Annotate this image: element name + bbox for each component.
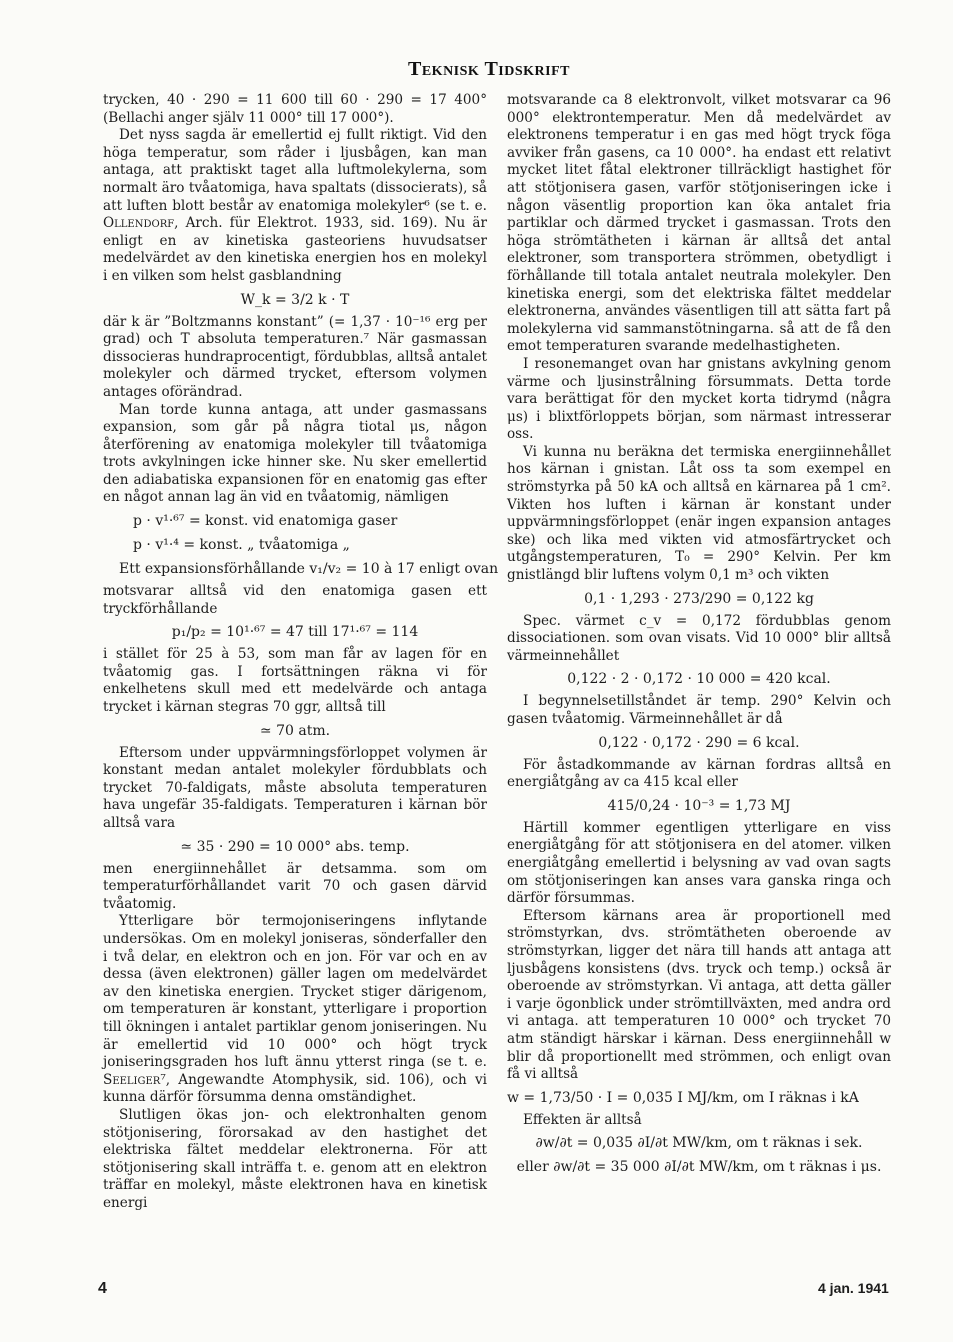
right-column — [507, 92, 891, 1181]
paragraph: Spec. värmet c_v = 0,172 fördubblas genom dissociationen. som ovan visats. Vid 10 000° blir alltså värmeinnehållet — [507, 612, 891, 664]
paragraph: För åstadkommande av kärnan fordras alltså en energiåtgång av ca 415 kcal eller — [507, 756, 891, 791]
page-number: 4 — [98, 1280, 107, 1297]
equation: eller ∂w/∂t = 35 000 ∂I/∂t MW/km, om t räknas i μs. — [516, 1159, 882, 1176]
equation: ≃ 35 · 290 = 10 000° abs. temp. — [180, 838, 410, 855]
paragraph: Ytterligare bör termojoniseringens inflytande undersökas. Om en molekyl joniseras, sönderfaller den i två delar, en elektron och en jon. För var och en av dessa (även elektronen) gäller lagen om medelvärdet av den kinetiska energien. Trycket stiger därigenom, om temperaturen är konstant, ytterligare i proportion till ökningen i antalet partiklar genom joniseringen. Nu är emellertid vid 10 000° och högt tryck joniseringsgraden hos luft ännu ytterst ringa (se t. e. Seeliger⁷, Angewandte Atomphysik, sid. 106), och vi kunna därför försumma denna omständighet. — [103, 913, 487, 1106]
paragraph: I begynnelsetillståndet är temp. 290° Kelvin och gasen tvåatomig. Värmeinnehållet är då — [507, 693, 891, 727]
paragraph: men energiinnehållet är detsamma. som om temperaturförhållandet varit 70 och gasen därvid tvåatomig. — [103, 860, 487, 912]
equation: ≃ 70 atm. — [259, 722, 331, 739]
equation: Ett expansionsförhållande v₁/v₂ = 10 à 17 enligt ovan — [119, 561, 499, 578]
paragraph: Vi kunna nu beräkna det termiska energiinnehållet hos kärnan i gnistan. Låt oss ta som exempel en strömstyrka på 50 kA och alltså en kärnarea på 1 cm². Vikten hos luften i kärnan är konstant under uppvärmningsförloppet (enär ingen expansion antages ske) och lika med vikten vid atmosfärtrycket och utgångstemperaturen, T₀ = 290° Kelvin. Per km gnistlängd blir luftens volym 0,1 m³ och vikten — [507, 443, 891, 584]
author-name: Seeliger — [103, 1071, 161, 1088]
paragraph: i stället för 25 à 53, som man får av lagen för en tvåatomig gas. I fortsättningen räkna vi för enkelhetens skull med ett medelvärde och antaga trycket i kärnan stegras 70 ggr, alltså till — [103, 646, 487, 716]
equation: 415/0,24 · 10⁻³ = 1,73 MJ — [607, 797, 791, 814]
equation: 0,1 · 1,293 · 273/290 = 0,122 kg — [584, 590, 814, 607]
paragraph: Det nyss sagda är emellertid ej fullt riktigt. Vid den höga temperatur, som råder i ljusbågen, kan man antaga, att praktiskt taget alla luftmolekylerna, som normalt äro tvåatomiga, hava spaltats (dissocierats), så att luften blott består av enatomiga molekyler⁶ (se t. e. Ollendorf, Arch. für Elektrot. 1933, sid. 169). Nu är enligt en av kinetiska gasteoriens huvudsatser medelvärdet av den kinetiska energien hos en molekyl i en vilken som helst gasblandning — [103, 127, 487, 284]
equation: 0,122 · 0,172 · 290 = 6 kcal. — [598, 734, 800, 751]
left-column — [103, 92, 499, 1212]
paragraph: Eftersom kärnans area är proportionell med strömstyrkan, dvs. strömtätheten oberoende av strömstyrkan, ligger det nära till hands att antaga att ljusbågens konsistens (dvs. tryck och temp.) också är oberoende av strömstyrkan. Vi antaga, att detta gäller i varje ögonblick under strömtillväxten, med andra ord vi antaga. att temperaturen 10 000° och trycket 70 atm ständigt härskar i kärnan. Dess energiinnehåll w blir då proportionellt med strömmen, och enligt ovan få vi alltså — [507, 907, 891, 1083]
paragraph: I resonemanget ovan har gnistans avkylning genom värme och ljusinstrålning försummats. Detta torde vara berättigat för den mycket korta tidrymd (några μs) i blixtförloppets början, som närmast intresserar oss. — [507, 355, 891, 443]
paragraph: där k är ”Boltzmanns konstant” (= 1,37 · 10⁻¹⁶ erg per grad) och T absoluta temperaturen.⁷ När gasmassan dissocieras hundraprocentigt, fördubblas, alltså antalet molekyler och därmed trycket, eftersom volymen antages oförändrad. — [103, 313, 487, 400]
paragraph: Man torde kunna antaga, att under gasmassans expansion, som går på några tiotal μs, någon återförening av enatomiga molekyler till tvåatomiga trots avkylningen icke hinner ske. Nu sker emellertid den adiabatiska expansionen för en enatomig gas efter en något annan lag än vid en tvåatomig, nämligen — [103, 401, 487, 506]
equation: p · v¹·⁴ = konst. „ tvåatomiga „ — [133, 537, 350, 554]
issue-date: 4 jan. 1941 — [818, 1280, 889, 1296]
equation: 0,122 · 2 · 0,172 · 10 000 = 420 kcal. — [567, 671, 831, 688]
journal-masthead: Teknisk Tidskrift — [408, 58, 570, 80]
paragraph: trycken, 40 · 290 = 11 600 till 60 · 290 = 17 400° (Bellachi anger själv 11 000° till 17 000°). — [103, 92, 487, 126]
equation: w = 1,73/50 · I = 0,035 I MJ/km, om I räknas i kA — [507, 1089, 859, 1106]
paragraph: Effekten är alltså — [523, 1111, 642, 1128]
equation: ∂w/∂t = 0,035 ∂I/∂t MW/km, om t räknas i sek. — [535, 1135, 863, 1152]
paragraph: Härtill kommer egentligen ytterligare en viss energiåtgång för att stötjonisera en del atomer. vilken energiåtgång emellertid i belysning av vad ovan sagts om stötjoniseringen kan anses vara ganska ringa och därför försummas. — [507, 819, 891, 907]
paragraph: motsvarande ca 8 elektronvolt, vilket motsvarar ca 96 000° elektrontemperatur. Men då medelvärdet av elektronens temperatur i en gas med högt tryck föga avviker från gasens, ca 10 000°. ha endast ett relativt mycket litet fåtal elektroner tillräckligt hastighet för att stötjonisera gasen, varför stötjoniseringen icke i någon väsentlig proportion kan öka antalet fria partiklar och därmed trycket i gasmassan. Trots den höga strömtätheten i kärnan är alltså det antal elektroner, som transportera strömmen, obetydligt i förhållande till totala antalet neutrala molekyler. Den kinetiska energi, som det elektriska fältet meddelar elektronerna, användes väsentligen till att sätta fart på molekylerna vid sammanstötningarna. så att de få den emot temperaturen svarande medelhastigheten. — [507, 92, 891, 355]
paragraph: motsvarar alltså vid den enatomiga gasen ett tryckförhållande — [103, 583, 487, 617]
paragraph: Eftersom under uppvärmningsförloppet volymen är konstant medan antalet molekyler fördubblats och trycket 70-faldigats, måste absoluta temperaturen hava ungefär 35-faldigats. Temperaturen i kärnan bör alltså vara — [103, 744, 487, 831]
equation: W_k = 3/2 k · T — [240, 291, 350, 308]
equation: p₁/p₂ = 10¹·⁶⁷ = 47 till 17¹·⁶⁷ = 114 — [171, 624, 419, 641]
paragraph: Slutligen ökas jon- och elektronhalten genom stötjonisering, förorsakad av den hastighet det elektriska fältet meddelar elektronerna. För att stötjonisering skall inträffa t. e. genom att en elektron träffar en molekyl, måste elektronen hava en kinetisk energi — [103, 1106, 487, 1211]
author-name: Ollendorf — [103, 215, 175, 232]
equation: p · v¹·⁶⁷ = konst. vid enatomiga gaser — [133, 513, 398, 530]
